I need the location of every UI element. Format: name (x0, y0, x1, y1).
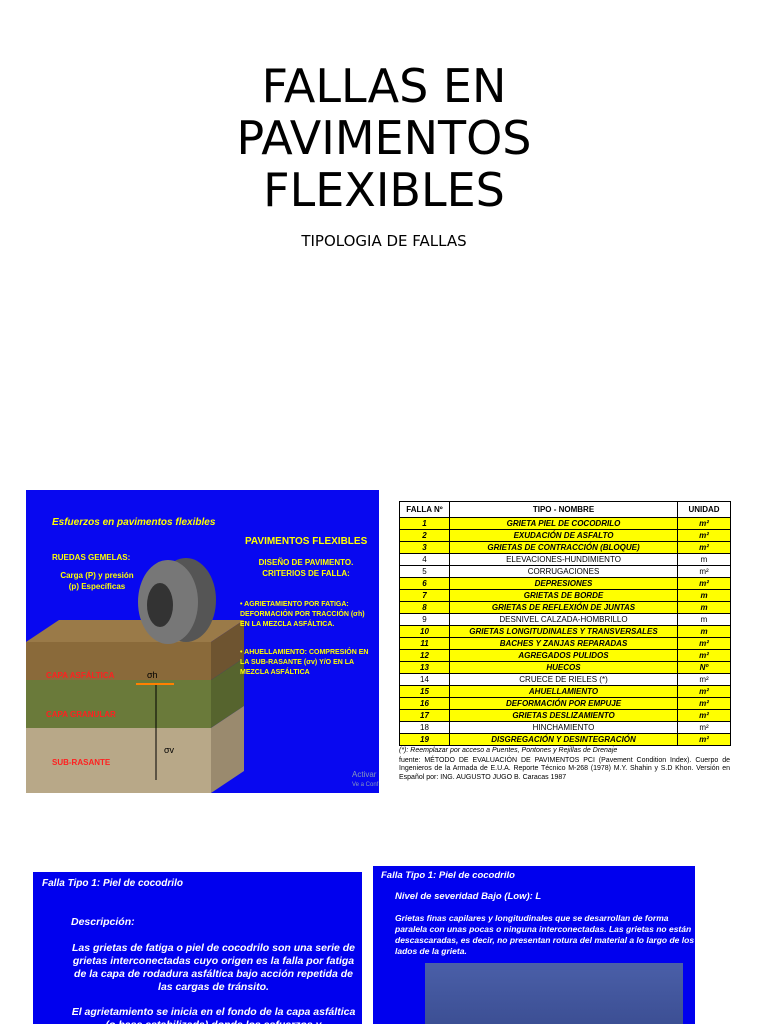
cell-n: 19 (400, 734, 450, 746)
failure-types-table (399, 501, 731, 746)
cell-name: BACHES Y ZANJAS REPARADAS (450, 638, 678, 650)
cell-name: GRIETAS DESLIZAMIENTO (450, 710, 678, 722)
cell-name: DISGREGACIÓN Y DESINTEGRACIÓN (450, 734, 678, 746)
cell-n: 3 (400, 542, 450, 554)
description-paragraph-2: El agrietamiento se inicia en el fondo de la capa asfáltica (o base estabilizada) donde los esfuerzos y (71, 1006, 356, 1031)
cell-name: HUECOS (450, 662, 678, 674)
cell-name: CORRUGACIONES (450, 566, 678, 578)
cell-name: AGREGADOS PULIDOS (450, 650, 678, 662)
asphalt-top (26, 620, 244, 642)
cell-name: GRIETAS DE REFLEXIÓN DE JUNTAS (450, 602, 678, 614)
cell-n: 17 (400, 710, 450, 722)
page-subtitle: TIPOLOGIA DE FALLAS (301, 232, 467, 250)
table-row (400, 674, 731, 686)
cell-n: 6 (400, 578, 450, 590)
cell-name: GRIETAS LONGITUDINALES Y TRANSVERSALES (450, 626, 678, 638)
table-row (400, 686, 731, 698)
page-title (0, 60, 768, 216)
cell-unit: m² (678, 566, 731, 578)
title-line-2: PAVIMENTOS (236, 111, 532, 165)
cell-n: 4 (400, 554, 450, 566)
table-row (400, 710, 731, 722)
description-paragraph-1: Las grietas de fatiga o piel de cocodrilo son una serie de grietas interconectadas cuyo origen es la falla por fatiga de la capa de rodadura asfáltica bajo acción repetida de las cargas de tránsito. (72, 942, 355, 993)
table-note-footnote: (*): Reemplazar por acceso a Puentes, Pontones y Rejillas de Drenaje (399, 747, 618, 754)
cell-n: 13 (400, 662, 450, 674)
table-row (400, 602, 731, 614)
bullet-fatigue: • AGRIETAMIENTO POR FATIGA: DEFORMACIÓN POR TRACCIÓN (σh) EN LA MEZCLA ASFÁLTICA. (240, 601, 365, 628)
cell-n: 18 (400, 722, 450, 734)
cell-name: DEPRESIONES (450, 578, 678, 590)
cell-unit: m (678, 554, 731, 566)
severity-level: Nivel de severidad Bajo (Low): L (395, 891, 542, 902)
load-label: Carga (P) y presión (p) Específicas (60, 571, 134, 591)
cell-name: ELEVACIONES-HUNDIMIENTO (450, 554, 678, 566)
cell-unit: m² (678, 518, 731, 530)
sigma-v-label: σv (164, 745, 175, 755)
cell-unit: m² (678, 722, 731, 734)
cell-n: 8 (400, 602, 450, 614)
severity-description: Grietas finas capilares y longitudinales que se desarrollan de forma paralela con unas pocas o ninguna interconectadas. Las grietas no están descascaradas, es decir, no presentan rotura del material a lo largo de los lados de la grieta. (395, 913, 695, 956)
cell-name: HINCHAMIENTO (450, 722, 678, 734)
cell-unit: m² (678, 530, 731, 542)
cell-n: 15 (400, 686, 450, 698)
table-row (400, 518, 731, 530)
cell-name: GRIETA PIEL DE COCODRILO (450, 518, 678, 530)
pavement-photo (425, 963, 683, 1024)
cell-unit: m² (678, 542, 731, 554)
bullet-rutting: • AHUELLAMIENTO: COMPRESIÓN EN LA SUB-RASANTE (σv) Y/O EN LA MEZCLA ASFÁLTICA (240, 649, 369, 676)
cell-n: 2 (400, 530, 450, 542)
layer-subgrade-label: SUB-RASANTE (52, 758, 111, 767)
header-name: TIPO - NOMBRE (450, 502, 678, 518)
wheels-label: RUEDAS GEMELAS: (52, 553, 131, 562)
cell-unit: m² (678, 638, 731, 650)
cell-unit: m² (678, 698, 731, 710)
cell-n: 10 (400, 626, 450, 638)
cell-unit: m² (678, 734, 731, 746)
watermark-line-2: Ve a Conf (352, 782, 379, 788)
description-label: Descripción: (71, 916, 135, 928)
slide3-header: Falla Tipo 1: Piel de cocodrilo (42, 878, 183, 889)
cell-unit: Nº (678, 662, 731, 674)
cell-name: AHUELLAMIENTO (450, 686, 678, 698)
table-row (400, 590, 731, 602)
table-row (400, 722, 731, 734)
layer-asphalt-label: CAPA ASFÁLTICA (46, 671, 115, 680)
layer-granular-label: CAPA GRANULAR (46, 710, 116, 719)
table-row (400, 578, 731, 590)
table-row (400, 698, 731, 710)
cell-unit: m (678, 614, 731, 626)
table-row (400, 542, 731, 554)
cell-name: DEFORMACIÓN POR EMPUJE (450, 698, 678, 710)
cell-unit: m² (678, 686, 731, 698)
table-row (400, 734, 731, 746)
cell-n: 12 (400, 650, 450, 662)
table-row (400, 566, 731, 578)
cell-n: 11 (400, 638, 450, 650)
slide-crocodile-description (33, 872, 362, 1031)
table-row (400, 650, 731, 662)
failure-types-table-block (399, 501, 730, 782)
cell-n: 7 (400, 590, 450, 602)
cell-unit: m² (678, 578, 731, 590)
header-number: FALLA Nº (400, 502, 450, 518)
table-row (400, 554, 731, 566)
table-header-row (400, 502, 731, 518)
table-row (400, 638, 731, 650)
granular-layer (26, 680, 211, 728)
table-row (400, 530, 731, 542)
cell-n: 14 (400, 674, 450, 686)
table-row (400, 614, 731, 626)
slide1-heading: PAVIMENTOS FLEXIBLES (245, 536, 368, 547)
sigma-h-label: σh (147, 670, 158, 680)
title-line-1: FALLAS EN (261, 59, 507, 113)
slide1-subheading: DISEÑO DE PAVIMENTO. CRITERIOS DE FALLA: (258, 558, 354, 578)
cell-unit: m (678, 602, 731, 614)
cell-name: DESNIVEL CALZADA-HOMBRILLO (450, 614, 678, 626)
header-unit: UNIDAD (678, 502, 731, 518)
slide1-title: Esfuerzos en pavimentos flexibles (52, 517, 216, 528)
cell-name: GRIETAS DE CONTRACCIÓN (BLOQUE) (450, 542, 678, 554)
cell-unit: m (678, 590, 731, 602)
cell-name: EXUDACIÓN DE ASFALTO (450, 530, 678, 542)
table-note-source: fuente: MÉTODO DE EVALUACIÓN DE PAVIMENTOS PCI (Pavement Condition Index). Cuerpo de Ingenieros de la Armada de E.U.A. Reporte Técnico M-268 (1978) M.Y. Shahin y S.D Khon. Versión en Español por: ING. AUGUSTO JUGO B. Caracas 1987 (399, 756, 730, 781)
cell-n: 16 (400, 698, 450, 710)
table-row (400, 626, 731, 638)
cell-unit: m² (678, 674, 731, 686)
cell-unit: m² (678, 650, 731, 662)
cell-name: CRUECE DE RIELES (*) (450, 674, 678, 686)
title-line-3: FLEXIBLES (263, 163, 505, 217)
cell-n: 1 (400, 518, 450, 530)
cell-unit: m² (678, 710, 731, 722)
table-row (400, 662, 731, 674)
cell-unit: m (678, 626, 731, 638)
slide-crocodile-severity (373, 866, 695, 1024)
cell-n: 9 (400, 614, 450, 626)
cell-name: GRIETAS DE BORDE (450, 590, 678, 602)
slide4-header: Falla Tipo 1: Piel de cocodrilo (381, 870, 515, 881)
watermark-line-1: Activar (352, 770, 377, 779)
slide-stress-diagram (26, 490, 379, 793)
cell-n: 5 (400, 566, 450, 578)
